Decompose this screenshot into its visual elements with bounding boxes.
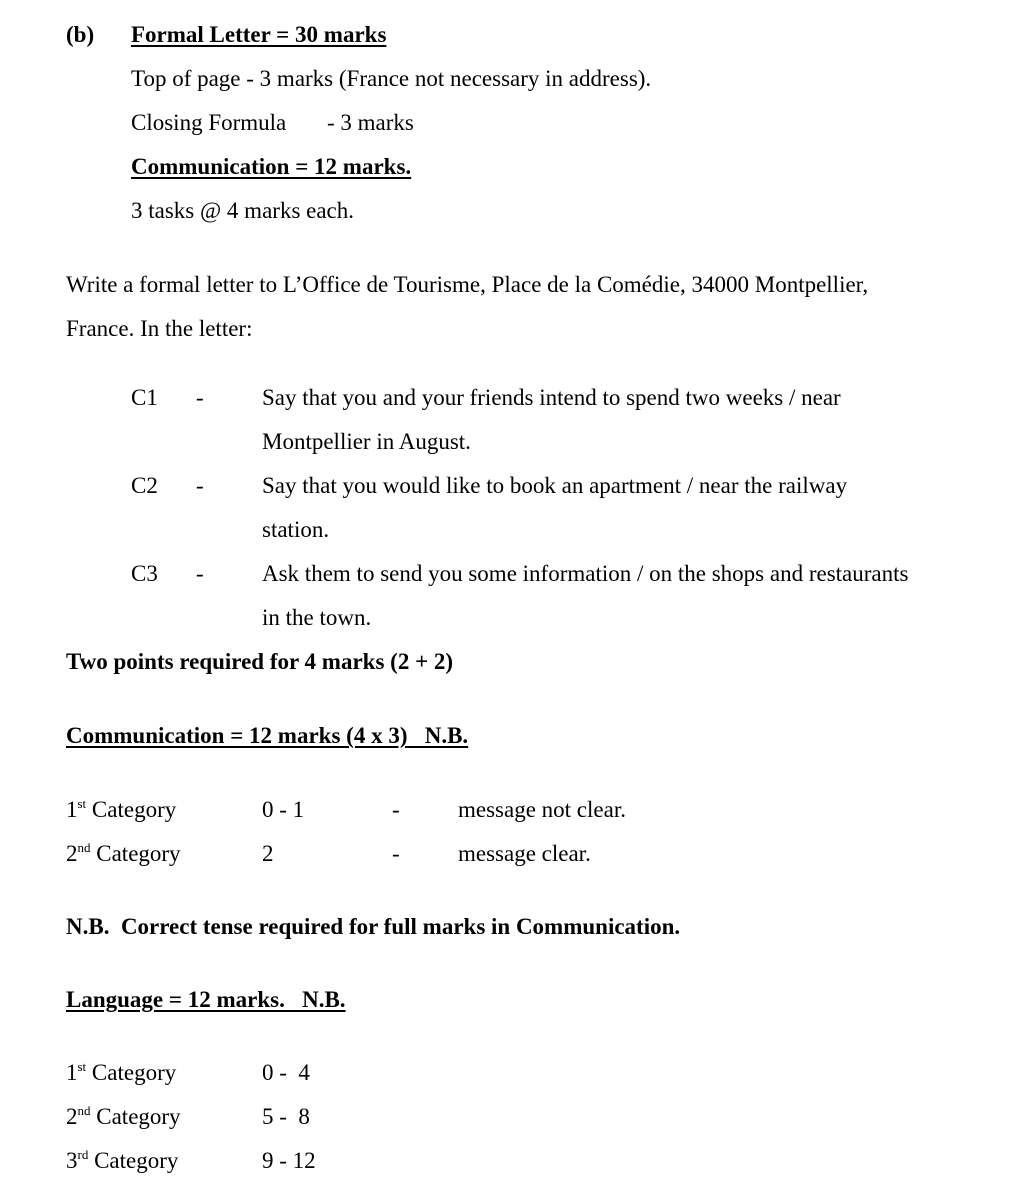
- category-word: Category: [94, 1148, 179, 1173]
- task-text-line-1: Say that you and your friends intend to spend two weeks / near: [262, 385, 841, 410]
- part-label: (b): [66, 22, 95, 47]
- task-code: C1: [131, 385, 158, 410]
- category-word: Category: [96, 1104, 181, 1129]
- category-word: Category: [91, 1060, 177, 1085]
- tense-note: N.B. Correct tense required for full marks in Communication.: [66, 914, 681, 939]
- communication-category-label: [66, 798, 176, 821]
- communication-category-dash: -: [392, 797, 400, 822]
- task-dash: -: [196, 561, 204, 586]
- task-code: C2: [131, 473, 158, 498]
- language-category-range: 5 - 8: [262, 1104, 310, 1129]
- communication-category-range: 2: [262, 841, 274, 866]
- task-text-line-2: in the town.: [262, 605, 372, 630]
- category-ordinal-suffix: st: [77, 796, 87, 811]
- task-dash: -: [196, 473, 204, 498]
- category-word: Category: [91, 797, 177, 822]
- language-category-range: 9 - 12: [262, 1148, 316, 1173]
- category-word: Category: [96, 841, 181, 866]
- communication-category-desc: message clear.: [458, 841, 591, 866]
- language-category-label: [66, 1105, 181, 1128]
- communication-category-desc: message not clear.: [458, 797, 626, 822]
- communication-category-label: [66, 842, 181, 865]
- language-category-range: 0 - 4: [262, 1060, 310, 1085]
- category-number: 1: [66, 1060, 78, 1085]
- instructions-line-1: Write a formal letter to L’Office de Tourisme, Place de la Comédie, 34000 Montpellier,: [66, 272, 869, 297]
- task-code: C3: [131, 561, 158, 586]
- language-category-label: [66, 1149, 178, 1172]
- top-of-page-marks: Top of page - 3 marks (France not necessary in address).: [131, 66, 652, 91]
- category-ordinal-suffix: nd: [77, 1103, 91, 1118]
- communication-heading: Communication = 12 marks (4 x 3) N.B.: [66, 723, 469, 748]
- communication-subheading: Communication = 12 marks.: [131, 154, 412, 179]
- points-note: Two points required for 4 marks (2 + 2): [66, 649, 454, 674]
- communication-category-range: 0 - 1: [262, 797, 305, 822]
- communication-category-dash: -: [392, 841, 400, 866]
- category-number: 1: [66, 797, 78, 822]
- category-ordinal-suffix: nd: [77, 840, 91, 855]
- category-number: 3: [66, 1148, 78, 1173]
- category-number: 2: [66, 841, 78, 866]
- category-ordinal-suffix: rd: [77, 1147, 89, 1162]
- instructions-line-2: France. In the letter:: [66, 316, 253, 341]
- formal-letter-heading: Formal Letter = 30 marks: [131, 22, 387, 47]
- category-number: 2: [66, 1104, 78, 1129]
- task-text-line-1: Ask them to send you some information / on the shops and restaurants: [262, 561, 909, 586]
- tasks-note: 3 tasks @ 4 marks each.: [131, 198, 355, 223]
- closing-formula-marks: - 3 marks: [327, 110, 414, 135]
- language-heading: Language = 12 marks. N.B.: [66, 987, 346, 1012]
- task-text-line-2: station.: [262, 517, 330, 542]
- language-category-label: [66, 1061, 176, 1084]
- closing-formula-label: Closing Formula: [131, 110, 287, 135]
- task-text-line-1: Say that you would like to book an apartment / near the railway: [262, 473, 848, 498]
- task-text-line-2: Montpellier in August.: [262, 429, 471, 454]
- category-ordinal-suffix: st: [77, 1059, 87, 1074]
- task-dash: -: [196, 385, 204, 410]
